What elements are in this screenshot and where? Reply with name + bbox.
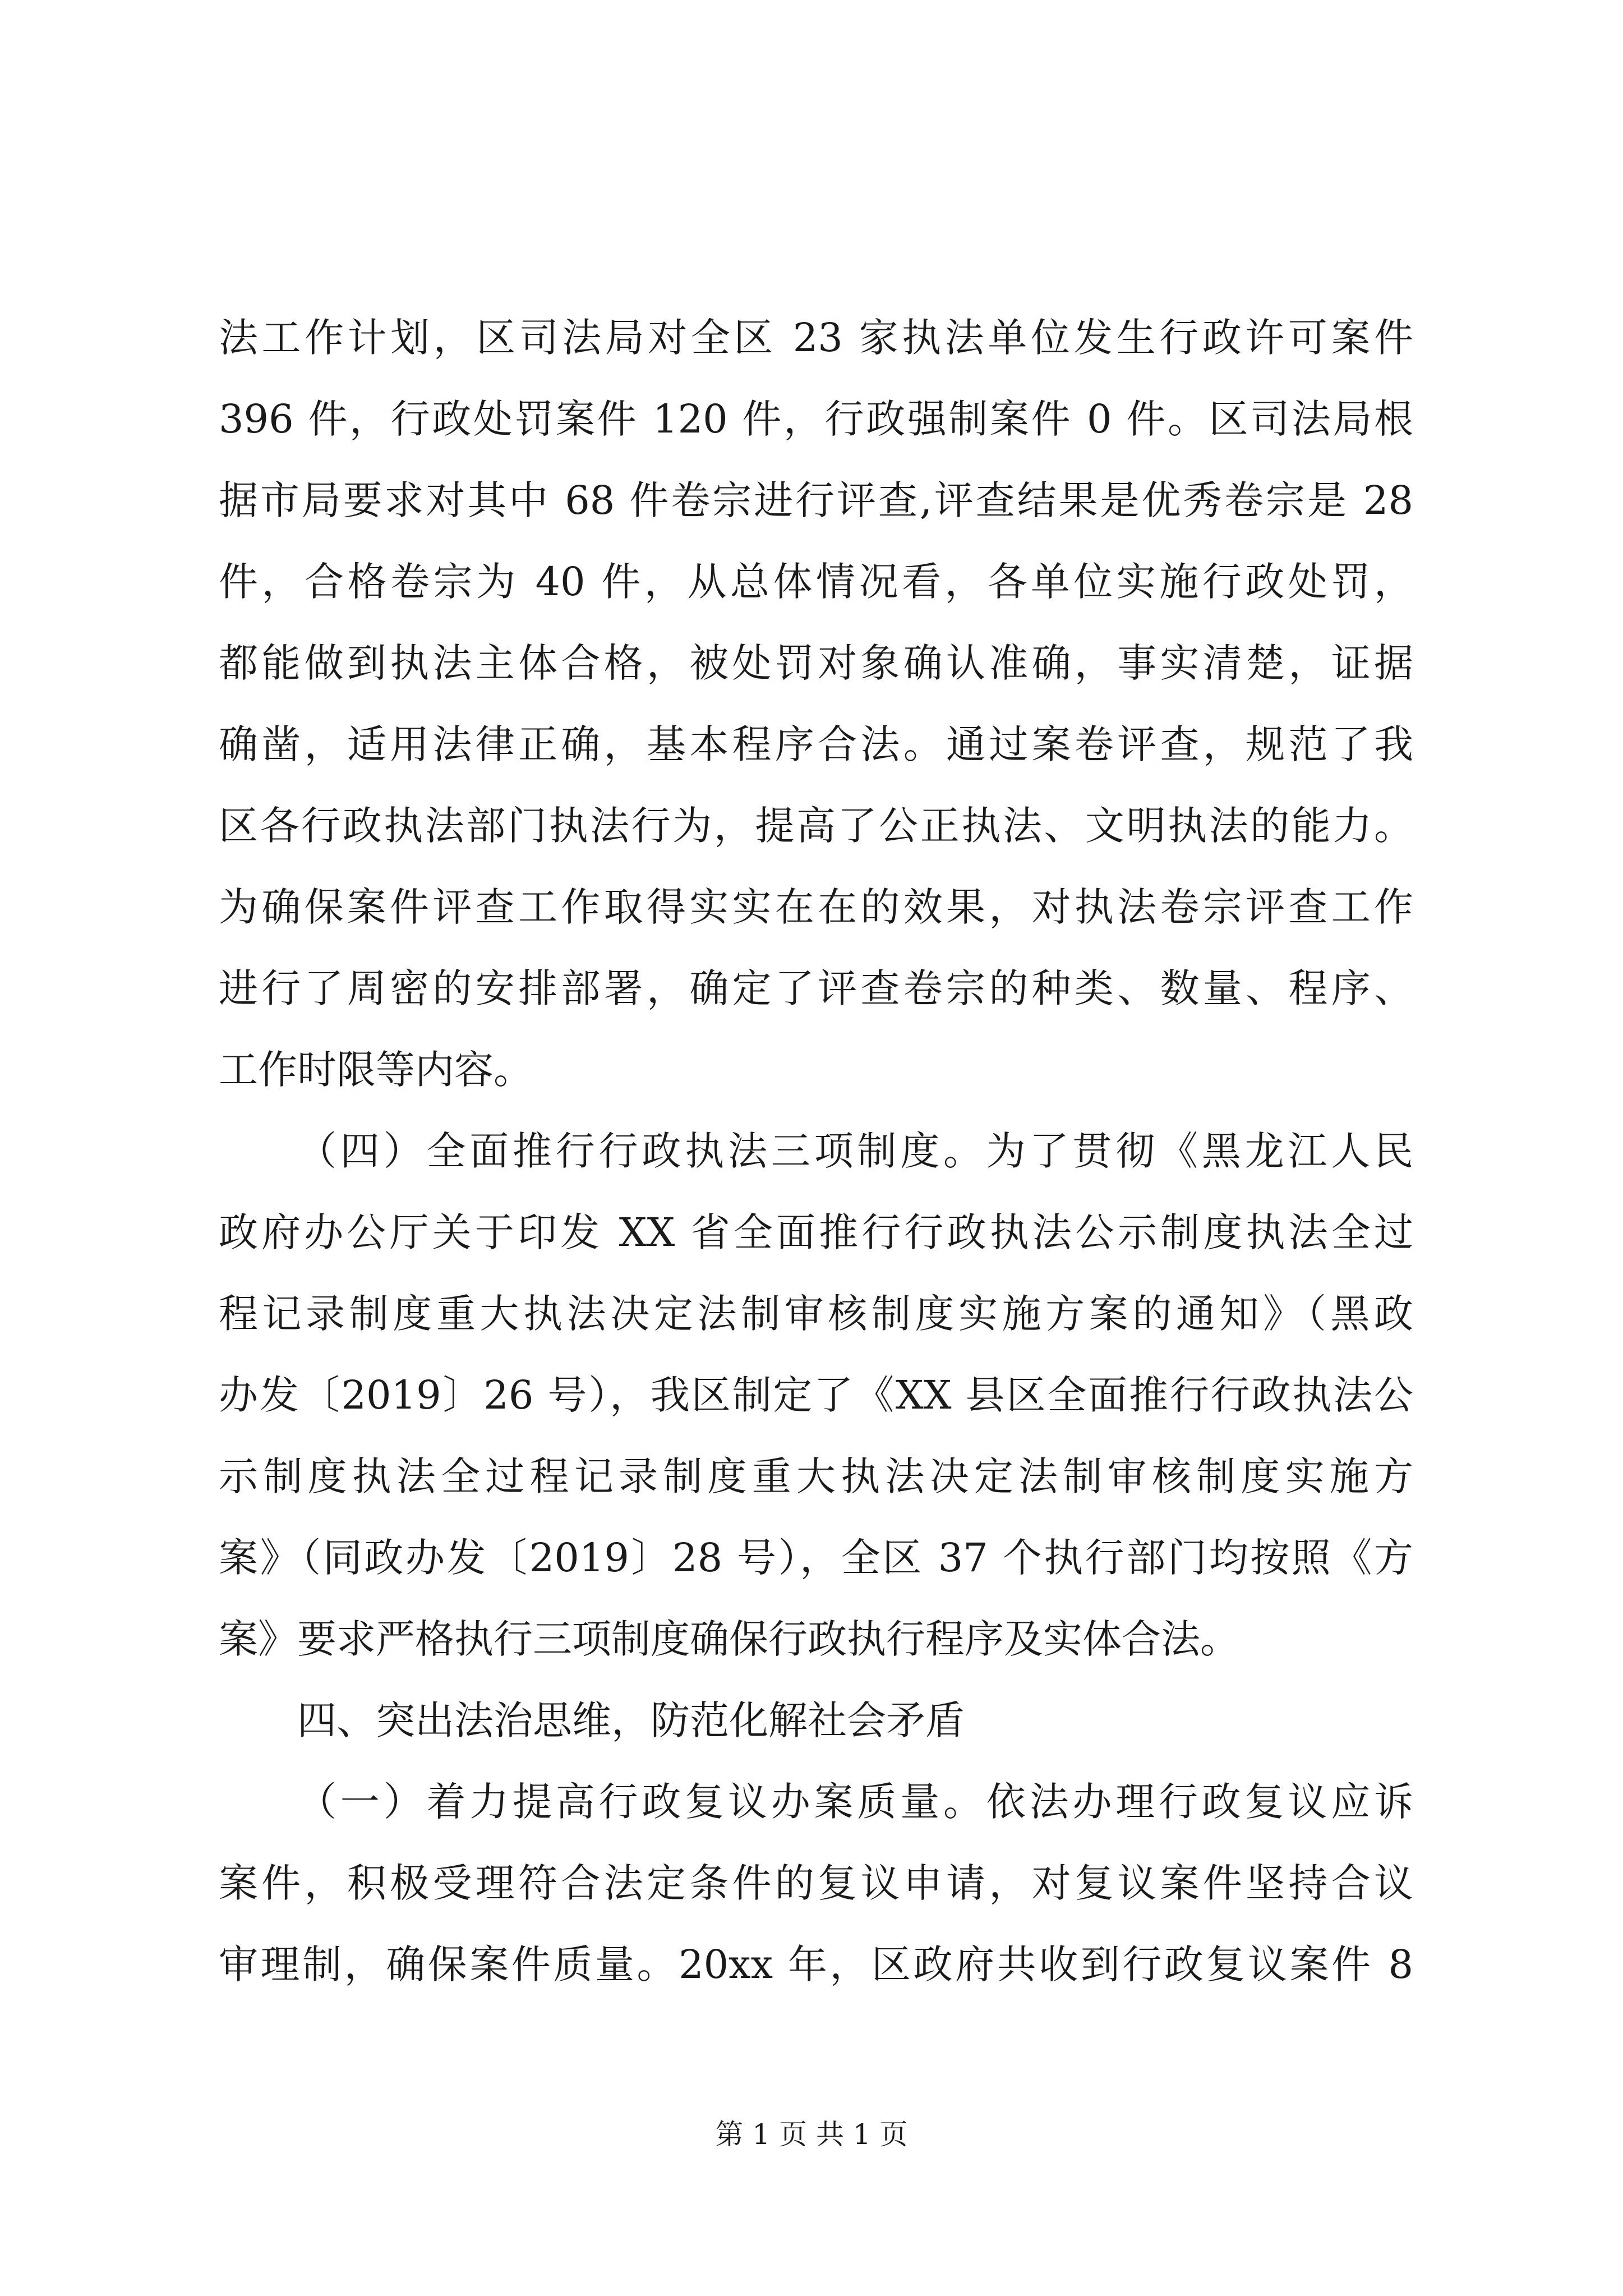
text-line: 据市局要求对其中 68 件卷宗进行评查,评查结果是优秀卷宗是 28: [219, 477, 1413, 523]
text-line: 都能做到执法主体合格，被处罚对象确认准确，事实清楚，证据: [219, 640, 1413, 686]
document-body: [219, 297, 1413, 2005]
text-line: 进行了周密的安排部署，确定了评查卷宗的种类、数量、程序、: [219, 965, 1413, 1011]
paragraph-start-line: （四）全面推行行政执法三项制度。为了贯彻《黑龙江人民: [297, 1128, 1413, 1174]
text-line: 法工作计划，区司法局对全区 23 家执法单位发生行政许可案件: [219, 315, 1413, 361]
page-footer: 第 1 页 共 1 页: [715, 2118, 908, 2151]
text-line: 示制度执法全过程记录制度重大执法决定法制审核制度实施方: [219, 1453, 1413, 1499]
text-line: 政府办公厅关于印发 XX 省全面推行行政执法公示制度执法全过: [219, 1209, 1413, 1255]
text-line: 为确保案件评查工作取得实实在在的效果，对执法卷宗评查工作: [219, 884, 1413, 930]
text-line: 区各行政执法部门执法行为，提高了公正执法、文明执法的能力。: [219, 803, 1413, 849]
text-line: 件，合格卷宗为 40 件，从总体情况看，各单位实施行政处罚，: [219, 559, 1413, 605]
text-line: 办发〔2019〕26 号），我区制定了《XX 县区全面推行行政执法公: [219, 1372, 1413, 1418]
text-line: 审理制，确保案件质量。20xx 年，区政府共收到行政复议案件 8: [219, 1941, 1413, 1987]
text-line: 确凿，适用法律正确，基本程序合法。通过案卷评查，规范了我: [219, 721, 1413, 767]
text-line: 程记录制度重大执法决定法制审核制度实施方案的通知》（黑政: [219, 1291, 1413, 1337]
text-line: 工作时限等内容。: [219, 1047, 533, 1093]
paragraph-start-line: （一）着力提高行政复议办案质量。依法办理行政复议应诉: [297, 1779, 1413, 1825]
text-line: 案》要求严格执行三项制度确保行政执行程序及实体合法。: [219, 1616, 1239, 1662]
text-line: 案件，积极受理符合法定条件的复议申请，对复议案件坚持合议: [219, 1860, 1413, 1906]
text-line: 案》（同政办发〔2019〕28 号），全区 37 个执行部门均按照《方: [219, 1535, 1413, 1581]
text-line: 396 件，行政处罚案件 120 件，行政强制案件 0 件。区司法局根: [219, 396, 1413, 442]
section-heading: 四、突出法治思维，防范化解社会矛盾: [297, 1697, 965, 1743]
